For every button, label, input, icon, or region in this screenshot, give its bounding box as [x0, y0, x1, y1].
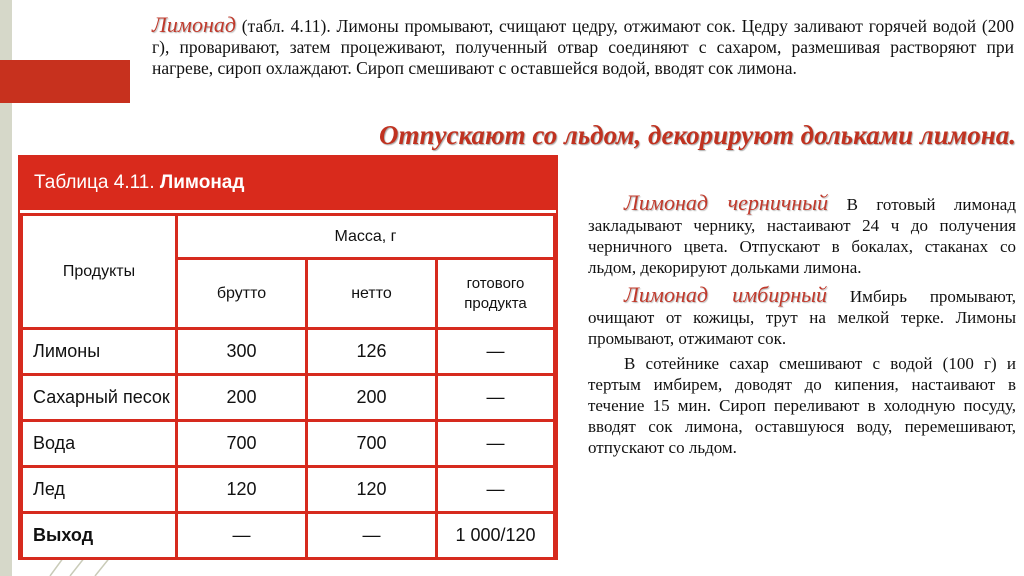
row-netto: 126	[307, 329, 437, 375]
intro-title: Лимонад	[152, 12, 236, 37]
intro-paragraph	[152, 14, 1014, 79]
blueberry-paragraph	[588, 192, 1016, 278]
ginger-title: Лимонад имбирный	[624, 282, 828, 307]
row-netto: 200	[307, 375, 437, 421]
recipe-table	[18, 155, 558, 560]
row-brutto: 120	[177, 467, 307, 513]
table-title	[20, 157, 556, 210]
table-row-output	[22, 513, 555, 559]
row-ready: 1 000/120	[437, 513, 555, 559]
blueberry-title: Лимонад черничный	[624, 190, 829, 215]
row-ready: —	[437, 375, 555, 421]
row-netto: —	[307, 513, 437, 559]
row-name: Лимоны	[22, 329, 177, 375]
row-name: Выход	[22, 513, 177, 559]
row-netto: 700	[307, 421, 437, 467]
intro-text: (табл. 4.11). Лимоны промывают, счищают цедру, отжимают сок. Цедру заливают горячей водой (200 г), проваривают, затем процеживают, полученный отвар соединяют с сахаром, размешивая растворяют при нагреве, сироп охлаждают. Сироп смешивают с оставшейся водой, вводят сок лимона.	[152, 16, 1014, 78]
row-netto: 120	[307, 467, 437, 513]
header-mass: Масса, г	[177, 215, 555, 259]
header-ready: готового продукта	[437, 259, 555, 329]
row-name: Лед	[22, 467, 177, 513]
row-brutto: —	[177, 513, 307, 559]
table-row	[22, 467, 555, 513]
row-brutto: 700	[177, 421, 307, 467]
headline: Отпускают со льдом, декорируют дольками лимона.	[378, 120, 1016, 150]
row-brutto: 200	[177, 375, 307, 421]
row-name: Вода	[22, 421, 177, 467]
ginger-paragraph	[588, 284, 1016, 349]
table-title-prefix: Таблица 4.11.	[34, 172, 155, 193]
ginger-paragraph-2: В сотейнике сахар смешивают с водой (100 г) и тертым имбирем, доводят до кипения, настаивают в течение 15 мин. Сироп переливают в холодную посуду, вводят сок лимона, оставшуюся воду, перемешивают, отпускают со льдом.	[588, 354, 1016, 457]
header-products: Продукты	[22, 215, 177, 329]
row-ready: —	[437, 421, 555, 467]
table-title-name: Лимонад	[159, 172, 245, 193]
row-ready: —	[437, 329, 555, 375]
blueberry-text: В готовый лимонад закладывают чернику, настаивают 24 ч до получения черничного цвета. Отпускают в бокалах, стаканах со льдом, декорируют дольками лимона.	[588, 195, 1017, 277]
red-tab-decoration	[0, 60, 130, 103]
ginger-text: Имбирь промывают, очищают от кожицы, трут на мелкой терке. Лимоны промывают, отжимают сок.	[588, 287, 1016, 348]
header-brutto: брутто	[177, 259, 307, 329]
table-row	[22, 421, 555, 467]
row-name: Сахарный песок	[22, 375, 177, 421]
table-row	[22, 329, 555, 375]
recipe-grid	[20, 213, 556, 560]
right-column	[588, 192, 1016, 458]
header-netto: нетто	[307, 259, 437, 329]
row-brutto: 300	[177, 329, 307, 375]
row-ready: —	[437, 467, 555, 513]
table-row	[22, 375, 555, 421]
